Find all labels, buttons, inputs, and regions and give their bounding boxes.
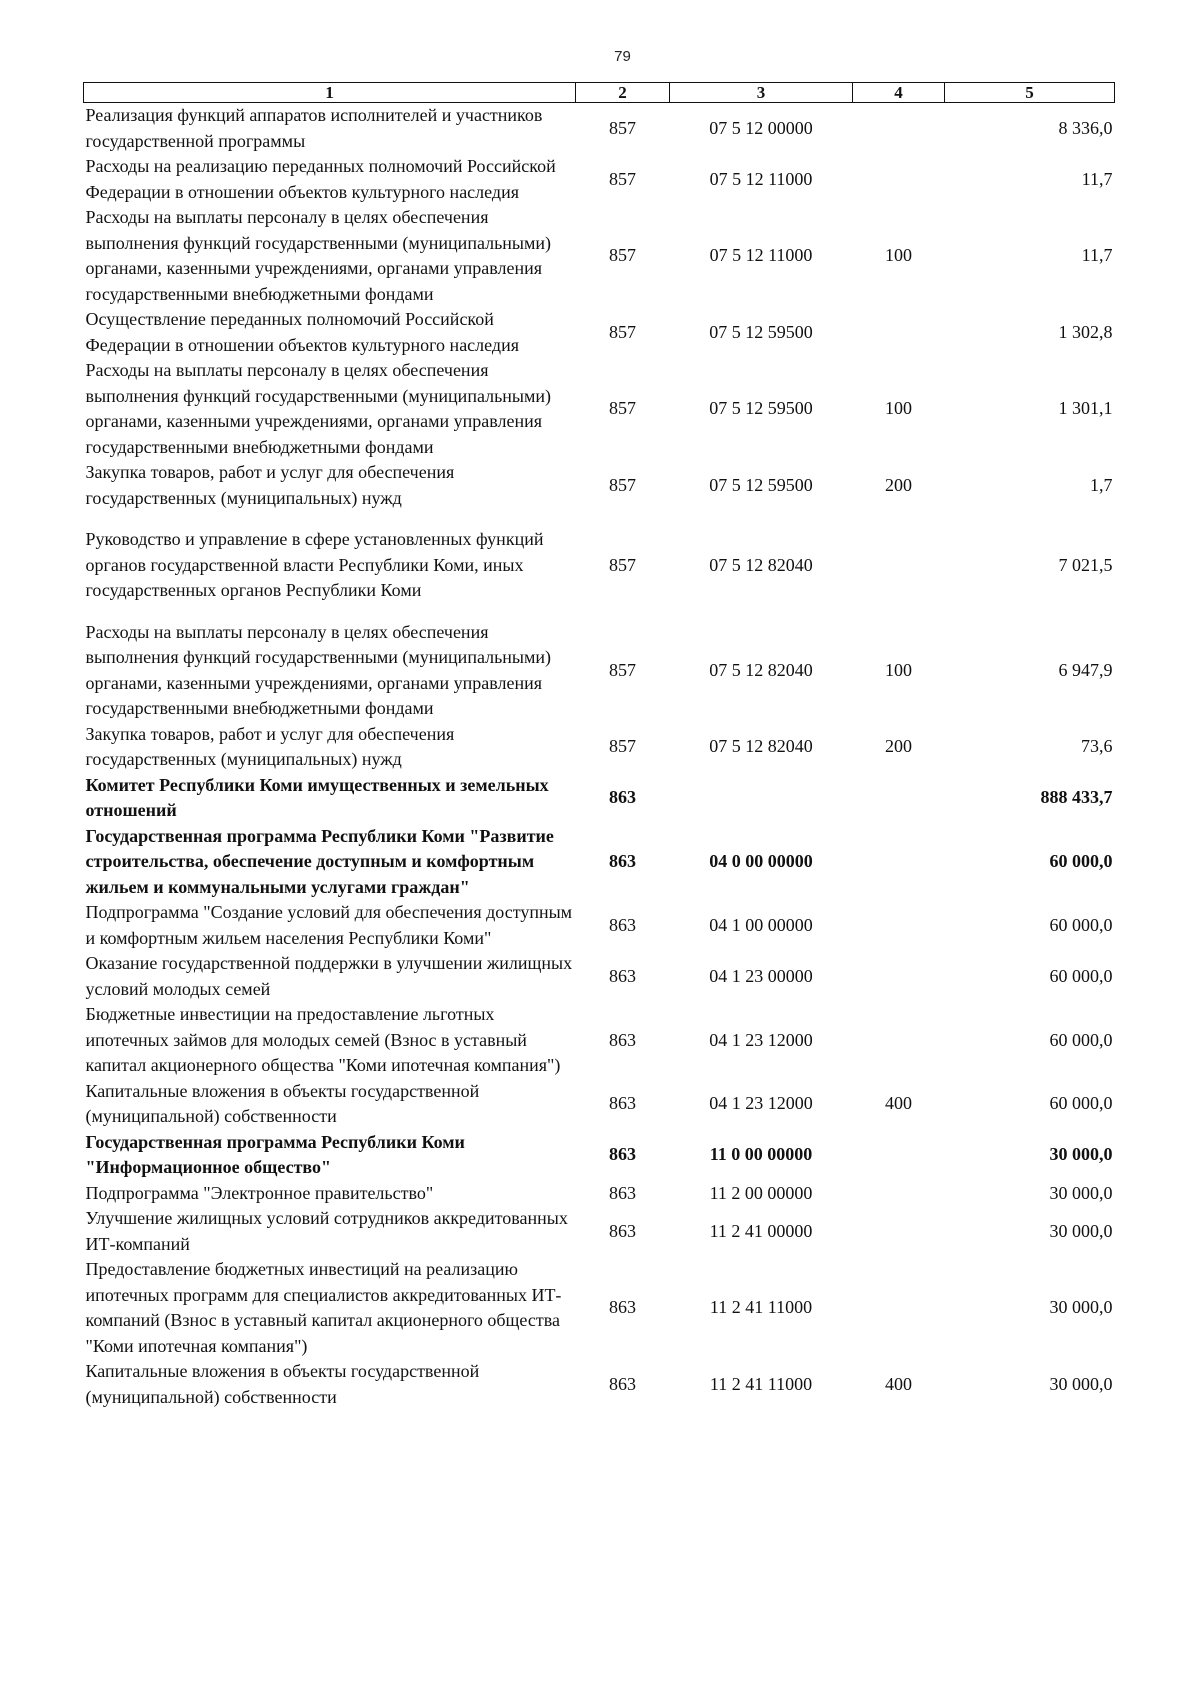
row-amount: 7 021,5: [1058, 554, 1113, 575]
row-amount: 11,7: [1081, 245, 1113, 266]
row-name: Закупка товаров, работ и услуг для обеспечения государственных (муниципальных) нужд: [85, 723, 455, 769]
row-amount: 60 000,0: [1049, 1093, 1113, 1114]
table-row: [84, 824, 1115, 901]
row-name: Оказание государственной поддержки в улучшении жилищных условий молодых семей: [85, 953, 573, 999]
row-name: Предоставление бюджетных инвестиций на реализацию ипотечных программ для специалистов аккредитованных ИТ-компаний (Взнос в уставный капитал акционерного общества "Коми ипотечная компания"): [85, 1259, 562, 1356]
row-target-article: 07 5 12 11000: [709, 168, 813, 189]
row-amount: 60 000,0: [1049, 1029, 1113, 1050]
row-department-code: 857: [609, 474, 636, 495]
table-row: [84, 1359, 1115, 1410]
row-target-article: 11 2 41 11000: [709, 1297, 813, 1318]
row-expense-type: 400: [885, 1093, 912, 1114]
row-expense-type: [853, 527, 945, 620]
column-header-4: 4: [853, 83, 945, 103]
row-target-article: 07 5 12 59500: [709, 474, 813, 495]
table-row: [84, 722, 1115, 773]
column-header-1: 1: [84, 83, 576, 103]
table-row: [84, 154, 1115, 205]
table-row: [84, 620, 1115, 722]
row-amount: 30 000,0: [1049, 1144, 1113, 1165]
row-name: Расходы на выплаты персоналу в целях обеспечения выполнения функций государственными (муниципальными) органами, казенными учреждениями, органами управления государственными внебюджетными фондами: [85, 621, 552, 718]
row-name: Расходы на реализацию переданных полномочий Российской Федерации в отношении объектов культурного наследия: [85, 156, 556, 202]
table-row: [84, 1181, 1115, 1207]
row-expense-type: 100: [885, 245, 912, 266]
table-row: [84, 205, 1115, 307]
row-name: Закупка товаров, работ и услуг для обеспечения государственных (муниципальных) нужд: [85, 462, 455, 508]
row-expense-type: [853, 1181, 945, 1207]
row-expense-type: 100: [885, 659, 912, 680]
column-header-2: 2: [576, 83, 670, 103]
row-target-article: [670, 773, 853, 824]
row-name: Улучшение жилищных условий сотрудников аккредитованных ИТ-компаний: [85, 1208, 568, 1254]
row-name: Комитет Республики Коми имущественных и земельных отношений: [85, 774, 549, 820]
table-row: [84, 527, 1115, 620]
row-department-code: 863: [609, 965, 636, 986]
row-department-code: 863: [609, 1297, 636, 1318]
row-name: Бюджетные инвестиции на предоставление льготных ипотечных займов для молодых семей (Взнос в уставный капитал акционерного общества "Коми ипотечная компания"): [85, 1004, 561, 1075]
row-expense-type: [853, 1130, 945, 1181]
row-department-code: 863: [609, 851, 636, 871]
budget-table: [83, 82, 1115, 1410]
row-target-article: 07 5 12 00000: [709, 117, 813, 138]
row-target-article: 11 2 41 11000: [709, 1373, 813, 1394]
row-target-article: 04 0 00 00000: [709, 851, 813, 871]
row-target-article: 04 1 23 12000: [709, 1093, 813, 1114]
table-row: [84, 900, 1115, 951]
table-row: [84, 1130, 1115, 1181]
row-amount: 1,7: [1090, 474, 1113, 495]
row-amount: 1 301,1: [1058, 398, 1113, 419]
row-department-code: 857: [609, 736, 636, 757]
table-row: [84, 773, 1115, 824]
column-header-5: 5: [945, 83, 1115, 103]
row-name: Капитальные вложения в объекты государственной (муниципальной) собственности: [85, 1080, 480, 1126]
row-expense-type: [853, 103, 945, 155]
row-target-article: 07 5 12 82040: [709, 554, 813, 575]
table-row: [84, 1257, 1115, 1359]
row-amount: 8 336,0: [1058, 117, 1113, 138]
row-expense-type: [853, 824, 945, 901]
table-row: [84, 358, 1115, 460]
row-target-article: 04 1 23 00000: [709, 965, 813, 986]
row-expense-type: [853, 307, 945, 358]
table-row: [84, 951, 1115, 1002]
row-target-article: 11 2 00 00000: [709, 1182, 813, 1203]
row-department-code: 863: [609, 1182, 636, 1203]
row-department-code: 857: [609, 168, 636, 189]
row-department-code: 863: [609, 787, 636, 808]
row-department-code: 863: [609, 1144, 636, 1165]
table-body: [84, 103, 1115, 1411]
row-department-code: 863: [609, 1029, 636, 1050]
row-amount: 888 433,7: [1040, 787, 1113, 808]
table-row: [84, 460, 1115, 527]
row-expense-type: [853, 773, 945, 824]
page-number: 79: [614, 48, 631, 65]
row-department-code: 863: [609, 914, 636, 935]
row-amount: 11,7: [1081, 168, 1113, 189]
column-header-3: 3: [670, 83, 853, 103]
row-amount: 30 000,0: [1049, 1220, 1113, 1241]
row-target-article: 07 5 12 59500: [709, 398, 813, 419]
row-department-code: 863: [609, 1093, 636, 1114]
row-expense-type: [853, 1002, 945, 1079]
row-amount: 30 000,0: [1049, 1297, 1113, 1318]
row-name: Подпрограмма "Электронное правительство": [85, 1182, 434, 1203]
row-name: Государственная программа Республики Коми "Развитие строительства, обеспечение доступным и комфортным жильем и коммунальными услугами граждан": [85, 825, 554, 897]
row-name: Расходы на выплаты персоналу в целях обеспечения выполнения функций государственными (муниципальными) органами, казенными учреждениями, органами управления государственными внебюджетными фондами: [85, 207, 552, 304]
row-name: Подпрограмма "Создание условий для обеспечения доступным и комфортным жильем населения Республики Коми": [85, 902, 573, 948]
row-expense-type: [853, 1257, 945, 1359]
row-amount: 60 000,0: [1049, 851, 1113, 871]
row-amount: 60 000,0: [1049, 914, 1113, 935]
row-name: Расходы на выплаты персоналу в целях обеспечения выполнения функций государственными (муниципальными) органами, казенными учреждениями, органами управления государственными внебюджетными фондами: [85, 360, 552, 457]
row-target-article: 07 5 12 82040: [709, 659, 813, 680]
row-expense-type: [853, 1206, 945, 1257]
row-amount: 30 000,0: [1049, 1373, 1113, 1394]
row-department-code: 857: [609, 398, 636, 419]
row-name: Руководство и управление в сфере установленных функций органов государственной власти Республики Коми, иных государственных органов Республики Коми: [85, 529, 544, 600]
row-expense-type: 200: [885, 736, 912, 757]
row-expense-type: 200: [885, 474, 912, 495]
table-row: [84, 103, 1115, 155]
row-name: Осуществление переданных полномочий Российской Федерации в отношении объектов культурного наследия: [85, 309, 519, 355]
row-amount: 1 302,8: [1058, 321, 1113, 342]
row-target-article: 11 2 41 00000: [709, 1220, 813, 1241]
row-expense-type: [853, 154, 945, 205]
row-department-code: 857: [609, 321, 636, 342]
row-amount: 30 000,0: [1049, 1182, 1113, 1203]
row-expense-type: 400: [885, 1373, 912, 1394]
row-expense-type: [853, 951, 945, 1002]
row-target-article: 07 5 12 82040: [709, 736, 813, 757]
row-department-code: 863: [609, 1220, 636, 1241]
row-amount: 60 000,0: [1049, 965, 1113, 986]
row-name: Капитальные вложения в объекты государственной (муниципальной) собственности: [85, 1361, 480, 1407]
row-department-code: 857: [609, 554, 636, 575]
row-department-code: 857: [609, 245, 636, 266]
column-number-header-row: [84, 83, 1115, 103]
row-target-article: 04 1 00 00000: [709, 914, 813, 935]
row-name: Реализация функций аппаратов исполнителей и участников государственной программы: [85, 105, 543, 151]
row-name: Государственная программа Республики Коми "Информационное общество": [85, 1131, 465, 1177]
table-row: [84, 1206, 1115, 1257]
row-target-article: 04 1 23 12000: [709, 1029, 813, 1050]
row-target-article: 07 5 12 59500: [709, 321, 813, 342]
table-row: [84, 1079, 1115, 1130]
row-target-article: 07 5 12 11000: [709, 245, 813, 266]
row-amount: 73,6: [1081, 736, 1113, 757]
row-department-code: 857: [609, 117, 636, 138]
row-department-code: 857: [609, 659, 636, 680]
row-amount: 6 947,9: [1058, 659, 1113, 680]
row-expense-type: [853, 900, 945, 951]
row-department-code: 863: [609, 1373, 636, 1394]
row-expense-type: 100: [885, 398, 912, 419]
row-target-article: 11 0 00 00000: [709, 1144, 813, 1165]
table-row: [84, 1002, 1115, 1079]
table-row: [84, 307, 1115, 358]
